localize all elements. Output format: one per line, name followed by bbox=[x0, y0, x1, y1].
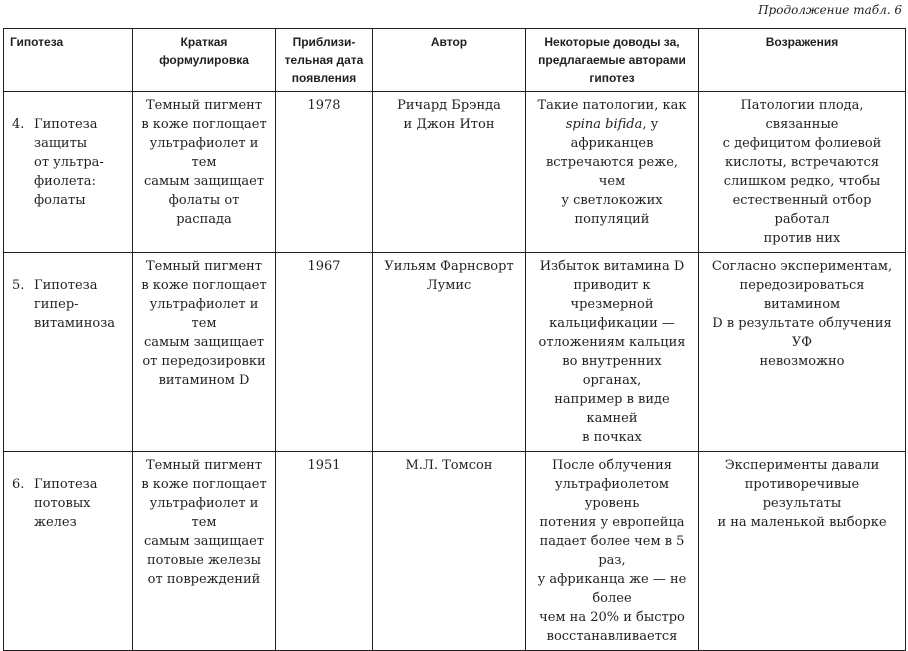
header-author: Автор bbox=[373, 29, 526, 92]
formulation-cell: Темный пигмент в коже поглощает ультрафиолет и тем самым защищает от передозировки витамином D bbox=[133, 253, 276, 452]
arguments-text-start: Такие патологии, как bbox=[537, 98, 687, 113]
row-number: 5. bbox=[12, 278, 25, 293]
arguments-cell: После облучения ультрафиолетом уровень потения у европейца падает более чем в 5 раз, у африканца же — не более чем на 20% и быстро восстанавливается bbox=[526, 452, 699, 651]
date-cell: 1978 bbox=[276, 92, 373, 253]
author-cell: М.Л. Томсон bbox=[373, 452, 526, 651]
arguments-latin-term: spina bifida bbox=[565, 117, 643, 132]
hypothesis-cell bbox=[4, 452, 133, 651]
header-objections: Возражения bbox=[699, 29, 906, 92]
date-cell: 1951 bbox=[276, 452, 373, 651]
arguments-cell: Избыток витамина D приводит к чрезмерной кальцификации — отложениям кальция во внутренних органах, например в виде камней в почках bbox=[526, 253, 699, 452]
arguments-cell bbox=[526, 92, 699, 253]
hypothesis-cell bbox=[4, 92, 133, 253]
table-row bbox=[4, 452, 906, 651]
hypothesis-name: Гипотеза защиты от ультра- фиолета: фолаты bbox=[34, 117, 104, 208]
header-date: Приблизи- тельная дата появления bbox=[276, 29, 373, 92]
hypothesis-cell bbox=[4, 253, 133, 452]
header-formulation: Краткая формулировка bbox=[133, 29, 276, 92]
header-hypothesis: Гипотеза bbox=[4, 29, 133, 92]
date-cell: 1967 bbox=[276, 253, 373, 452]
arguments-text-end: , у африканцев встречаются реже, чем у светлокожих популяций bbox=[545, 117, 679, 227]
row-number: 4. bbox=[12, 117, 25, 132]
table-caption: Продолжение табл. 6 bbox=[758, 3, 902, 17]
author-cell: Уильям Фарнсворт Лумис bbox=[373, 253, 526, 452]
hypothesis-name: Гипотеза потовых желез bbox=[34, 477, 98, 530]
row-number: 6. bbox=[12, 477, 25, 492]
objections-cell: Эксперименты давали противоречивые результаты и на маленькой выборке bbox=[699, 452, 906, 651]
table-header-row bbox=[4, 29, 906, 92]
table-row bbox=[4, 253, 906, 452]
formulation-cell: Темный пигмент в коже поглощает ультрафиолет и тем самым защищает фолаты от распада bbox=[133, 92, 276, 253]
hypothesis-name: Гипотеза гипер- витаминоза bbox=[34, 278, 116, 331]
formulation-cell: Темный пигмент в коже поглощает ультрафиолет и тем самым защищает потовые железы от повреждений bbox=[133, 452, 276, 651]
hypotheses-table bbox=[3, 28, 906, 651]
header-arguments: Некоторые доводы за, предлагаемые авторами гипотез bbox=[526, 29, 699, 92]
author-cell: Ричард Брэнда и Джон Итон bbox=[373, 92, 526, 253]
table-row bbox=[4, 92, 906, 253]
objections-cell: Согласно экспериментам, передозироваться витамином D в результате облучения УФ невозможно bbox=[699, 253, 906, 452]
objections-cell: Патологии плода, связанные с дефицитом фолиевой кислоты, встречаются слишком редко, чтобы естественный отбор работал против них bbox=[699, 92, 906, 253]
